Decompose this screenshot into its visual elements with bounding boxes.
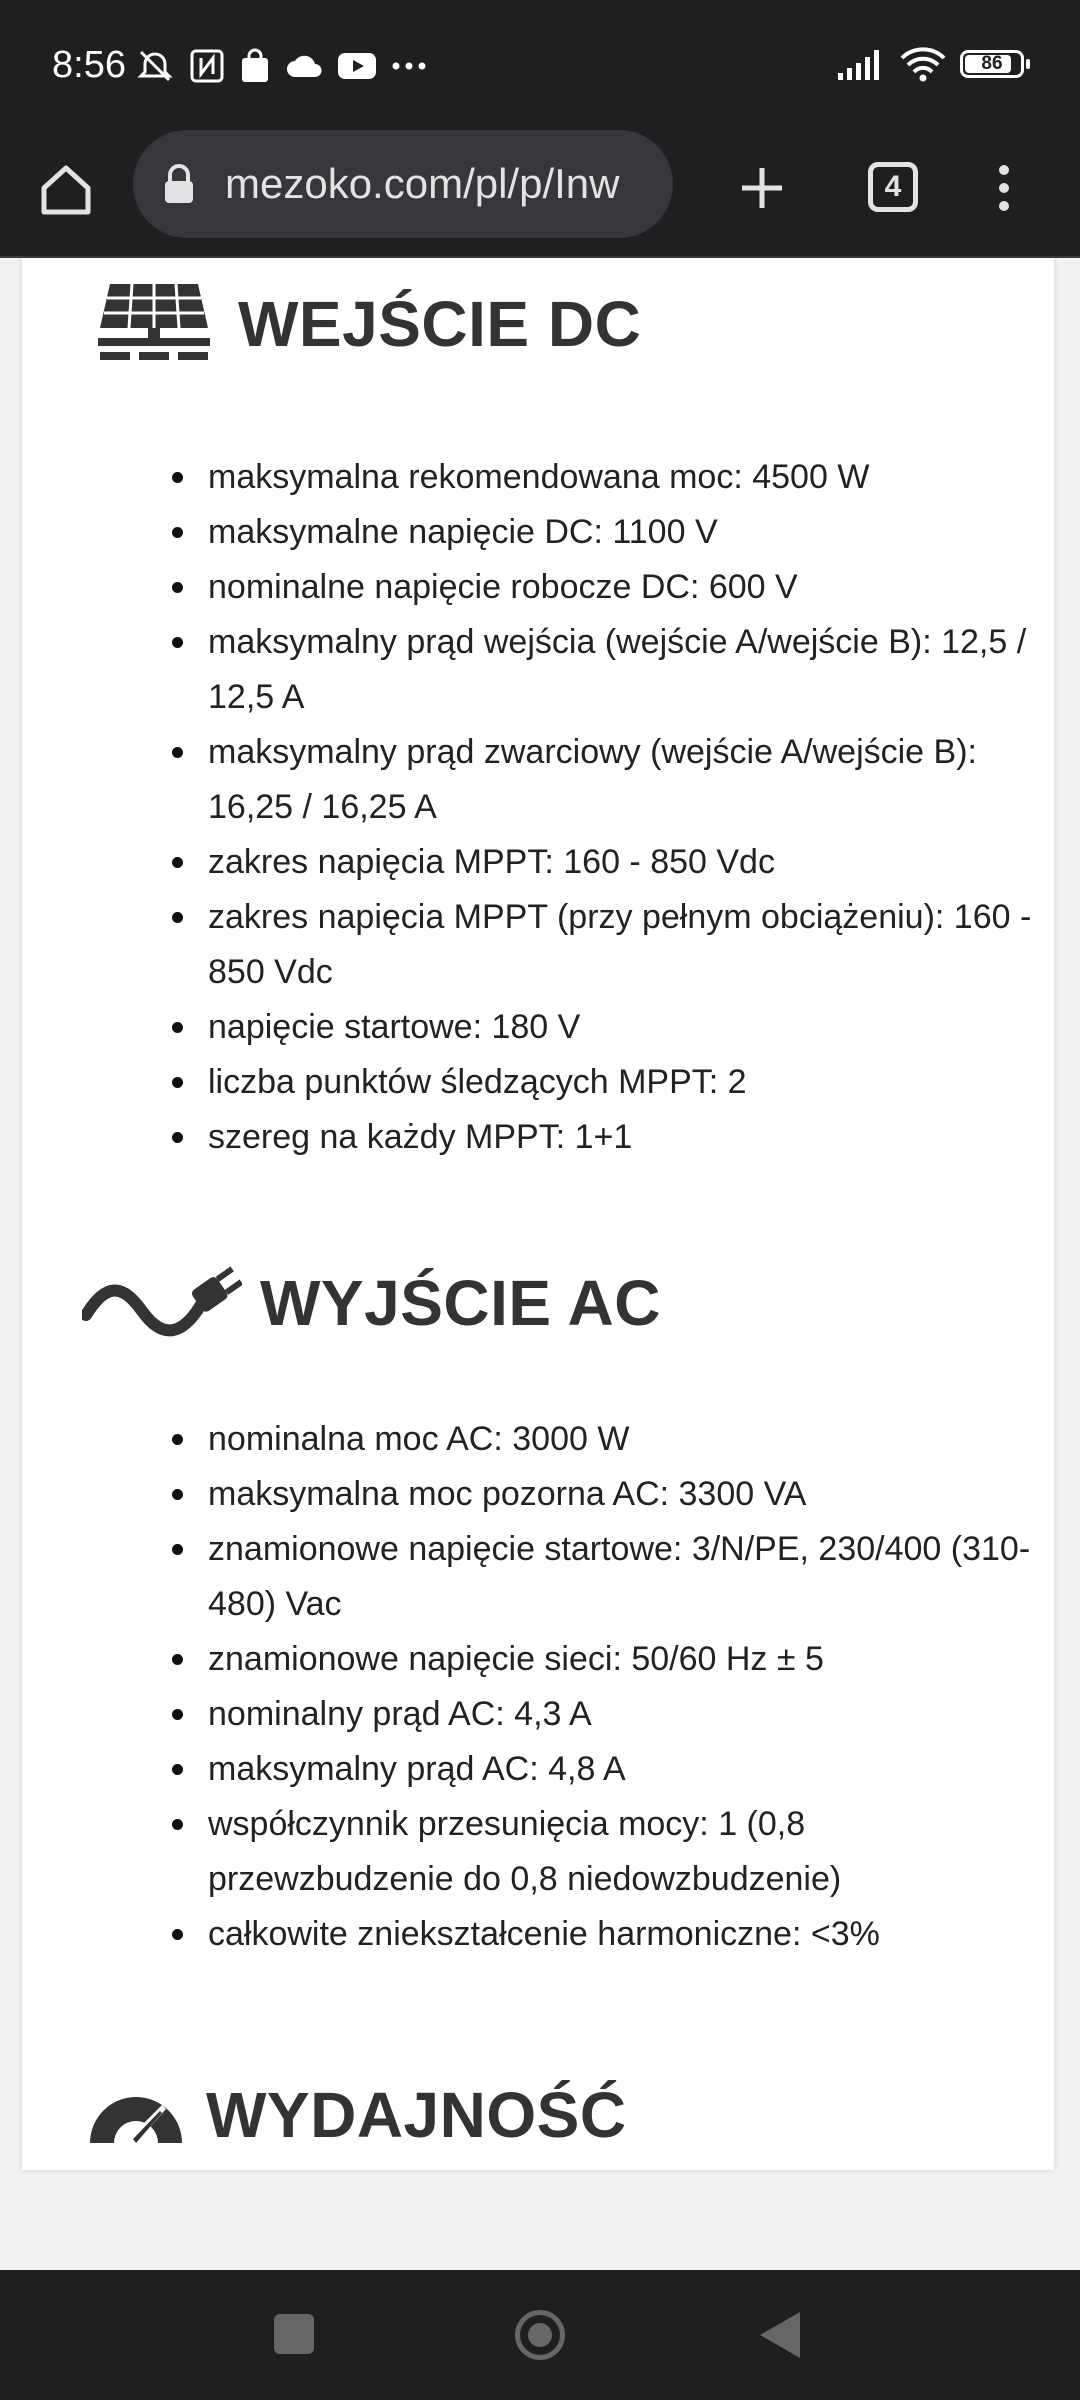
- list-item: maksymalne napięcie DC: 1100 V: [172, 505, 1032, 560]
- list-item: maksymalna moc pozorna AC: 3300 VA: [172, 1467, 1032, 1522]
- spec-list-ac: [172, 1412, 1032, 1962]
- cloud-icon: [285, 51, 323, 81]
- battery-level: 86: [981, 53, 1003, 74]
- status-bar: [0, 0, 1080, 128]
- list-item: współczynnik przesunięcia mocy: 1 (0,8 przewzbudzenie do 0,8 niedowzbudzenie): [172, 1797, 1032, 1907]
- list-item: liczba punktów śledzących MPPT: 2: [172, 1055, 1032, 1110]
- section-title: WYDAJNOŚĆ: [206, 2079, 627, 2151]
- shopping-bag-icon: [239, 48, 271, 84]
- page-content: [22, 258, 1054, 2170]
- wifi-icon: [900, 46, 946, 82]
- section-header-efficiency: [86, 2078, 627, 2152]
- home-button[interactable]: [515, 2310, 565, 2360]
- youtube-icon: [337, 51, 377, 81]
- list-item: maksymalna rekomendowana moc: 4500 W: [172, 450, 1032, 505]
- section-title: WYJŚCIE AC: [260, 1267, 661, 1339]
- list-item: maksymalny prąd AC: 4,8 A: [172, 1742, 1032, 1797]
- more-dots-icon: [391, 61, 427, 71]
- navigation-bar: [0, 2270, 1080, 2400]
- list-item: znamionowe napięcie startowe: 3/N/PE, 230/400 (310-480) Vac: [172, 1522, 1032, 1632]
- browser-toolbar: [0, 128, 1080, 258]
- notification-icons: [135, 44, 427, 88]
- url-text[interactable]: mezoko.com/pl/p/Inw: [225, 160, 620, 207]
- nfc-icon: [189, 48, 225, 84]
- list-item: nominalny prąd AC: 4,3 A: [172, 1687, 1032, 1742]
- list-item: nominalne napięcie robocze DC: 600 V: [172, 560, 1032, 615]
- solar-panel-icon: [96, 278, 212, 370]
- gauge-icon: [86, 2083, 186, 2147]
- list-item: znamionowe napięcie sieci: 50/60 Hz ± 5: [172, 1632, 1032, 1687]
- battery-icon: [960, 50, 1024, 78]
- lock-icon[interactable]: [159, 162, 199, 206]
- more-menu-icon[interactable]: [984, 156, 1024, 220]
- list-item: zakres napięcia MPPT (przy pełnym obciążeniu): 160 - 850 Vdc: [172, 890, 1032, 1000]
- list-item: zakres napięcia MPPT: 160 - 850 Vdc: [172, 835, 1032, 890]
- list-item: maksymalny prąd wejścia (wejście A/wejście B): 12,5 / 12,5 A: [172, 615, 1032, 725]
- list-item: całkowite zniekształcenie harmoniczne: <3%: [172, 1907, 1032, 1962]
- system-icons: [836, 42, 1024, 86]
- signal-icon: [836, 47, 886, 81]
- list-item: szereg na każdy MPPT: 1+1: [172, 1110, 1032, 1165]
- section-title: WEJŚCIE DC: [238, 288, 642, 360]
- alarm-off-icon: [135, 46, 175, 86]
- new-tab-icon[interactable]: [730, 156, 794, 220]
- list-item: napięcie startowe: 180 V: [172, 1000, 1032, 1055]
- spec-list-dc: [172, 450, 1032, 1165]
- list-item: nominalna moc AC: 3000 W: [172, 1412, 1032, 1467]
- section-header-dc: [96, 278, 641, 370]
- back-button[interactable]: [760, 2312, 800, 2358]
- tab-switcher-button[interactable]: 4: [868, 162, 918, 212]
- status-time: 8:56: [52, 44, 126, 86]
- section-header-ac: [82, 1263, 661, 1343]
- recent-apps-button[interactable]: [274, 2314, 314, 2354]
- ac-plug-icon: [82, 1263, 242, 1343]
- home-icon[interactable]: [34, 158, 98, 222]
- list-item: maksymalny prąd zwarciowy (wejście A/wejście B): 16,25 / 16,25 A: [172, 725, 1032, 835]
- url-bar[interactable]: [133, 130, 673, 238]
